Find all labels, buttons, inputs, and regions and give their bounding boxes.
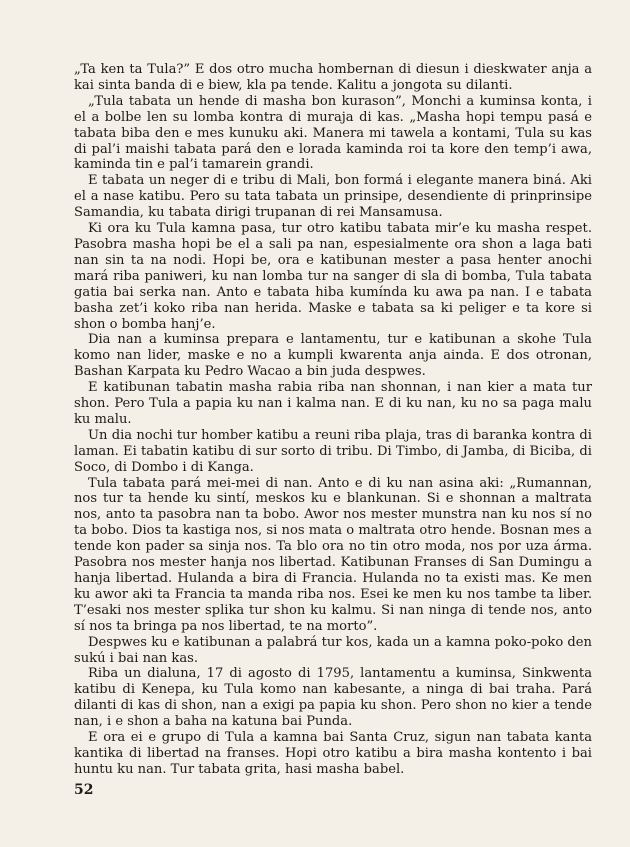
- paragraph-8: Tula tabata pará mei-mei di nan. Anto e di ku nan asina aki: „Rumannan, nos tur ta hende ku sintí, meskos ku e blankunan. Si e shonnan a maltrata nos, anto ta pasobra nan ta bobo. Awor nos mester munstra nan ku nos sí no ta bobo. Dios ta kastiga nos, si nos mata o maltrata otro hende. Bosnan mes a tende kon pader sa sinja nos. Ta blo ora no tin otro moda, nos por uza árma. Pasobra nos mester hanja nos libertad. Katibunan Franses di San Dumingu a hanja libertad. Hulanda a bira di Francia. Hulanda no ta existi mas. Ke men ku awor aki ta Francia ta manda riba nos. Esei ke men ku nos tambe ta liber. T’esaki nos mester splika tur shon ku kalmu. Si nan ninga di tende nos, anto sí nos ta bringa pa nos libertad, te na morto”.: [74, 475, 592, 634]
- page-number: 52: [74, 782, 94, 798]
- paragraph-9: Despwes ku e katibunan a palabrá tur kos, kada un a kamna poko-poko den sukú i bai nan kas.: [74, 634, 592, 666]
- paragraph-5: Dia nan a kuminsa prepara e lantamentu, tur e katibunan a skohe Tula komo nan lider, maske e no a kumpli kwarenta anja ainda. E dos otronan, Bashan Karpata ku Pedro Wacao a bin juda despwes.: [74, 332, 592, 380]
- body-text: [74, 62, 592, 778]
- paragraph-6: E katibunan tabatin masha rabia riba nan shonnan, i nan kier a mata tur shon. Pero Tula a papia ku nan i kalma nan. E di ku nan, ku no sa paga malu ku malu.: [74, 380, 592, 427]
- paragraph-11: E ora ei e grupo di Tula a kamna bai Santa Cruz, sigun nan tabata kanta kantika di libertad na franses. Hopi otro katibu a bira masha kontento i bai huntu ku nan. Tur tabata grita, hasi masha babel.: [74, 730, 592, 777]
- paragraph-1: „Ta ken ta Tula?” E dos otro mucha hombernan di diesun i dieskwater anja a kai sinta banda di e biew, kla pa tende. Kalitu a jongota su dilanti.: [74, 62, 592, 93]
- paragraph-2: „Tula tabata un hende di masha bon kurason”, Monchi a kuminsa konta, i el a bolbe len su lomba kontra di muraja di kas. „Masha hopi tempu pasá e tabata biba den e mes kunuku aki. Manera mi tawela a kontami, Tula su kas di pal’i maishi tabata pará den e lorada kaminda roi ta kore den temp’i awa, kaminda tin e pal’i tamarein grandi.: [74, 93, 592, 173]
- paragraph-10: Riba un dialuna, 17 di agosto di 1795, lantamentu a kuminsa, Sinkwenta katibu di Kenepa, ku Tula komo nan kabesante, a ninga di bai traha. Pará dilanti di kas di shon, nan a exigi pa papia ku shon. Pero shon no kier a tende nan, i e shon a baha na katuna bai Punda.: [74, 666, 592, 730]
- paragraph-4: Ki ora ku Tula kamna pasa, tur otro katibu tabata mir’e ku masha respet. Pasobra masha hopi be el a sali pa nan, espesialmente ora shon a laga bati nan sin ta na nodi. Hopi be, ora e katibunan mester a pasa henter anochi mará riba paniweri, ku nan lomba tur na sanger di sla di bomba, Tula tabata gatia bai serka nan. Anto e tabata hiba kumínda ku awa pa nan. I e tabata basha zet’i koko riba nan herida. Maske e tabata sa ki peliger e ta kore si shon o bomba hanj’e.: [74, 221, 592, 332]
- paragraph-7: Un dia nochi tur homber katibu a reuni riba plaja, tras di baranka kontra di laman. Ei tabatin katibu di sur sorto di tribu. Di Timbo, di Jamba, di Biciba, di Soco, di Dombo i di Kanga.: [74, 427, 592, 475]
- paragraph-3: E tabata un neger di e tribu di Mali, bon formá i elegante manera biná. Aki el a nase katibu. Pero su tata tabata un prinsipe, desendiente di prinprinsipe Samandia, ku tabata dirigi trupanan di rei Mansamusa.: [74, 173, 592, 221]
